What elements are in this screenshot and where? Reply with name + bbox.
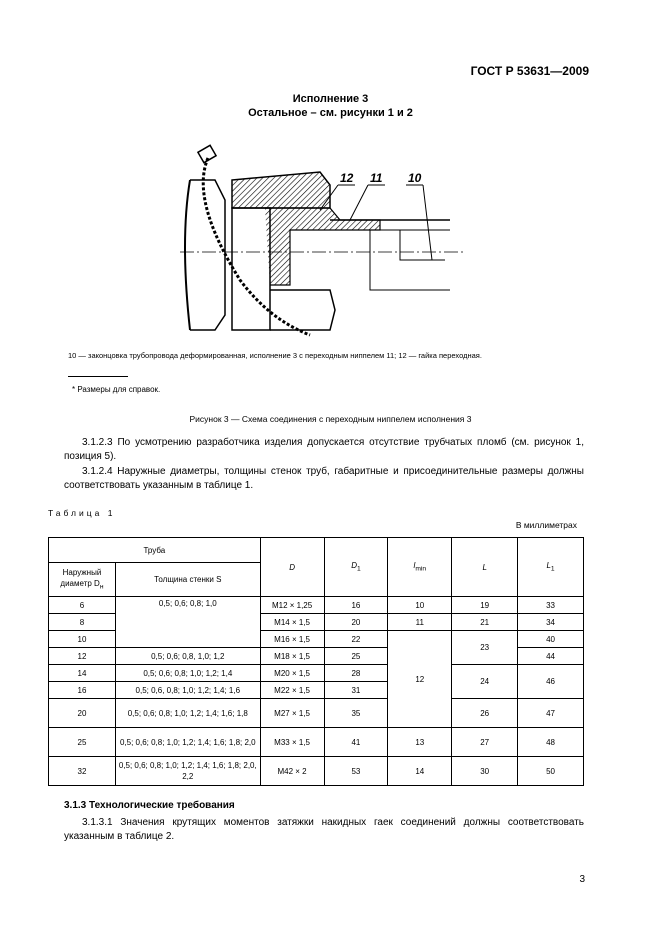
table-row: 6 0,5; 0,6; 0,8; 1,0 M12 × 1,25 16 10 19 33: [49, 597, 584, 614]
table-row: 12 0,5; 0,6; 0,8, 1,0; 1,2 M18 × 1,5 25 44: [49, 648, 584, 665]
header-lmin: $l_{min}$: [388, 538, 452, 597]
table-row: 8 M14 × 1,5 20 11 21 34: [49, 614, 584, 631]
footnote-rule: [68, 376, 128, 377]
header-outer-diameter: Наружный диаметр $D_н$: [49, 563, 116, 597]
figure-caption: Рисунок 3 — Схема соединения с переходным ниппелем исполнения 3: [189, 414, 472, 424]
header-wall: Толщина стенки S: [115, 563, 260, 597]
table-row: 25 0,5; 0,6; 0,8; 1,0; 1,2; 1,4; 1,6; 1,8; 2,0 M33 × 1,5 41 13 27 48: [49, 728, 584, 757]
header-D1: $D_1$: [324, 538, 388, 597]
figure-legend: 10 — законцовка трубопровода деформированная, исполнение 3 с переходным ниппелем 11; 12 — гайка переходная.: [68, 351, 482, 360]
header-pipe: Труба: [49, 538, 261, 563]
dimensions-table: [48, 537, 584, 786]
table-row: 16 0,5; 0,6, 0,8; 1,0; 1,2; 1,4; 1,6 M22 × 1,5 31: [49, 682, 584, 699]
callout-10: 10: [408, 171, 422, 185]
paragraph-3-1-3-1: 3.1.3.1 Значения крутящих моментов затяжки накидных гаек соединений должны соответствовать указанным в таблице 2.: [64, 817, 584, 842]
figure-title-line1: Исполнение 3: [292, 93, 369, 105]
table-row: 14 0,5; 0,6; 0,8; 1,0; 1,2; 1,4 M20 × 1,5 28 24 46: [49, 665, 584, 682]
header-L: L: [452, 538, 518, 597]
paragraph-3-1-2-4: 3.1.2.4 Наружные диаметры, толщины стенок труб, габаритные и присоединительные размеры должны соответствовать указанным в таблице 1.: [64, 466, 584, 491]
callout-12: 12: [340, 171, 354, 185]
connection-drawing: [170, 140, 470, 345]
table-label: Таблица 1: [48, 508, 116, 518]
footnote: * Размеры для справок.: [72, 385, 161, 394]
paragraph-3-1-2-3: 3.1.2.3 По усмотрению разработчика изделия допускается отсутствие трубчатых пломб (см. рисунок 1, позиция 5).: [64, 437, 584, 462]
standard-header: ГОСТ Р 53631—2009: [470, 64, 589, 78]
header-L1: $L_1$: [518, 538, 584, 597]
figure-title-block: [0, 92, 661, 120]
figure-title-line2: Остальное – см. рисунки 1 и 2: [248, 107, 413, 119]
table-row: 32 0,5; 0,6; 0,8; 1,0; 1,2; 1,4; 1,6; 1,8; 2,0, 2,2 M42 × 2 53 14 30 50: [49, 757, 584, 786]
page-number: 3: [579, 874, 585, 885]
table-row: 20 0,5; 0,6; 0,8; 1,0; 1,2; 1,4; 1,6; 1,8 M27 × 1,5 35 26 47: [49, 699, 584, 728]
table-row: 10 M16 × 1,5 22 12 23 40: [49, 631, 584, 648]
callout-11: 11: [370, 171, 383, 185]
section-heading: 3.1.3 Технологические требования: [64, 800, 235, 811]
table-units: В миллиметрах: [515, 520, 577, 530]
header-D: D: [260, 538, 324, 597]
